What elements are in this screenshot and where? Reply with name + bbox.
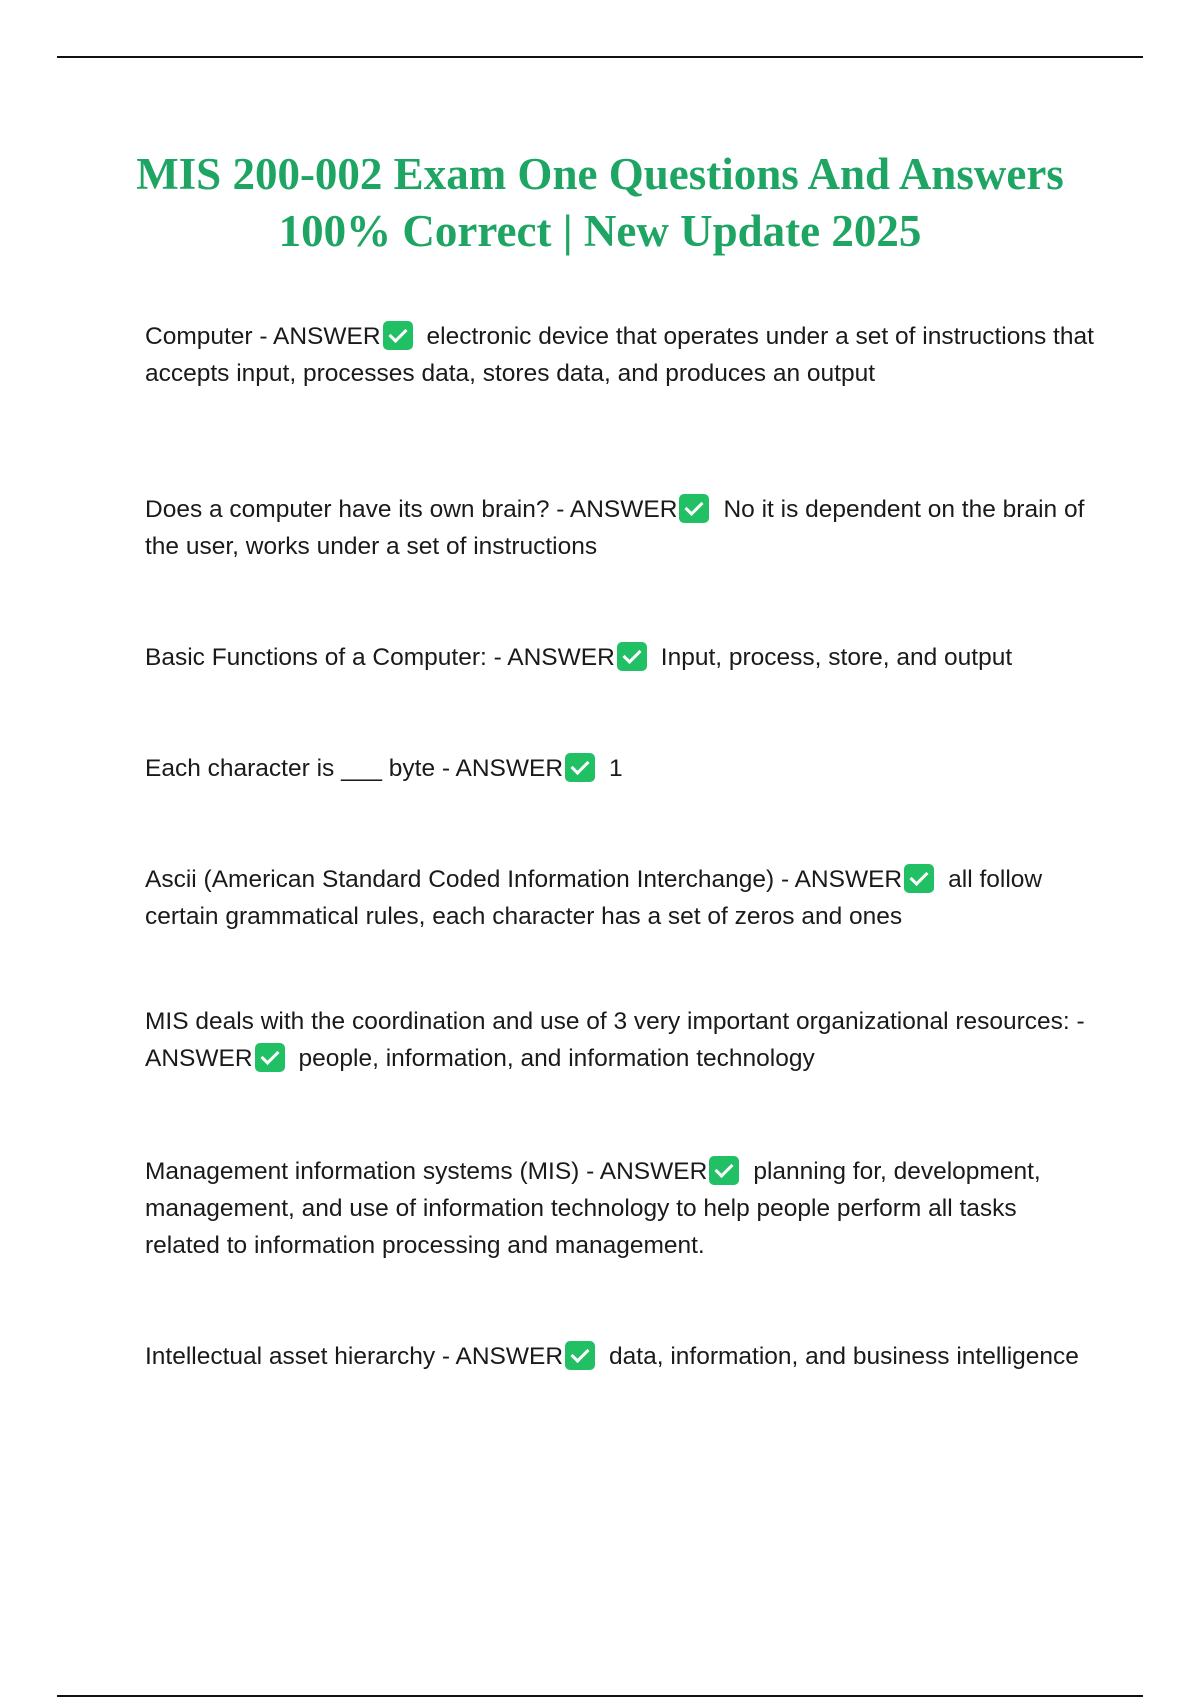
question-text: Management information systems (MIS) xyxy=(145,1158,580,1185)
answer-label: - ANSWER xyxy=(586,1158,708,1185)
green-checkmark-icon xyxy=(565,753,595,782)
qa-item xyxy=(145,1153,1095,1264)
qa-item xyxy=(145,1003,1095,1077)
green-checkmark-icon xyxy=(383,321,413,350)
answer-label: - ANSWER xyxy=(441,755,564,782)
question-text: Each character is ___ byte xyxy=(145,755,436,782)
answer-text: data, information, and business intelligence xyxy=(609,1343,1079,1370)
green-checkmark-icon xyxy=(255,1043,285,1072)
question-text: Computer xyxy=(145,323,253,350)
answer-label: - ANSWER xyxy=(145,1008,1085,1072)
green-checkmark-icon xyxy=(904,864,934,893)
green-checkmark-icon xyxy=(679,494,709,523)
bottom-rule xyxy=(57,1695,1143,1697)
qa-item xyxy=(145,1338,1095,1375)
qa-item xyxy=(145,491,1095,565)
answer-text: planning for, development, management, and use of information technology to help people perform all tasks related to information processing and management. xyxy=(145,1158,1041,1259)
qa-item xyxy=(145,750,1095,787)
answer-label: - ANSWER xyxy=(493,644,615,671)
question-text: MIS deals with the coordination and use of 3 very important organizational resources: xyxy=(145,1008,1070,1035)
answer-text: electronic device that operates under a set of instructions that accepts input, processes data, stores data, and produces an output xyxy=(145,323,1094,387)
question-text: Ascii (American Standard Coded Information Interchange) xyxy=(145,866,775,893)
answer-text: all follow certain grammatical rules, each character has a set of zeros and ones xyxy=(145,866,1043,930)
green-checkmark-icon xyxy=(565,1341,595,1370)
answer-label: - ANSWER xyxy=(780,866,903,893)
green-checkmark-icon xyxy=(617,642,647,671)
answer-text: 1 xyxy=(609,755,623,782)
green-checkmark-icon xyxy=(709,1156,739,1185)
answer-text: No it is dependent on the brain of the user, works under a set of instructions xyxy=(145,496,1085,560)
qa-list xyxy=(145,318,1095,1375)
qa-item xyxy=(145,639,1095,676)
answer-label: - ANSWER xyxy=(556,496,678,523)
answer-text: people, information, and information technology xyxy=(298,1045,815,1072)
answer-label: - ANSWER xyxy=(441,1343,564,1370)
answer-label: - ANSWER xyxy=(259,323,381,350)
question-text: Intellectual asset hierarchy xyxy=(145,1343,436,1370)
qa-item xyxy=(145,318,1095,392)
document-title: MIS 200-002 Exam One Questions And Answers 100% Correct | New Update 2025 xyxy=(136,149,1064,256)
qa-item xyxy=(145,861,1095,935)
top-rule xyxy=(57,56,1143,58)
answer-text: Input, process, store, and output xyxy=(660,644,1013,671)
question-text: Basic Functions of a Computer: xyxy=(145,644,487,671)
question-text: Does a computer have its own brain? xyxy=(145,496,550,523)
